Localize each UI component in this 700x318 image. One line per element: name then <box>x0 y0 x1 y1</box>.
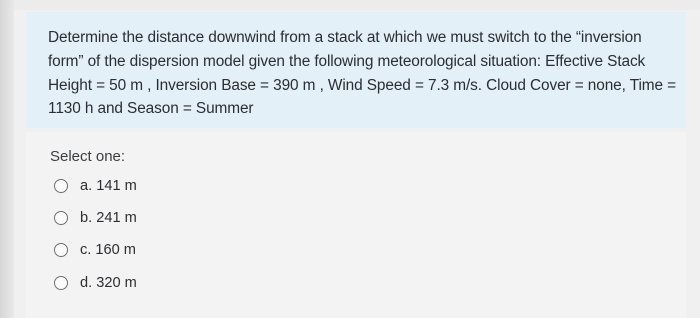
option-c-label: c. 160 m <box>80 242 136 258</box>
option-d[interactable] <box>54 272 137 294</box>
radio-option-a[interactable] <box>54 179 68 193</box>
option-a-label: a. 141 m <box>80 178 137 194</box>
radio-option-c[interactable] <box>54 243 68 257</box>
option-d-label: d. 320 m <box>80 275 137 291</box>
radio-option-d[interactable] <box>54 276 68 290</box>
option-b[interactable] <box>54 207 137 229</box>
option-a[interactable] <box>54 175 137 197</box>
question-text: Determine the distance downwind from a stack at which we must switch to the “inversion form” of the dispersion model given the following meteorological situation: Effective Stack Height = 50 m , Inversion Base = 390 m , Wind Speed = 7.3 m/s. Cloud Cover = none, Time = 1130 h and Season = Summer <box>48 29 677 118</box>
question-panel <box>26 12 686 128</box>
select-one-label: Select one: <box>50 148 126 165</box>
radio-option-b[interactable] <box>54 211 68 225</box>
page-top-strip <box>0 0 700 10</box>
answer-panel <box>26 132 686 318</box>
option-b-label: b. 241 m <box>80 210 137 226</box>
option-c[interactable] <box>54 239 136 261</box>
page-left-strip <box>0 0 14 318</box>
